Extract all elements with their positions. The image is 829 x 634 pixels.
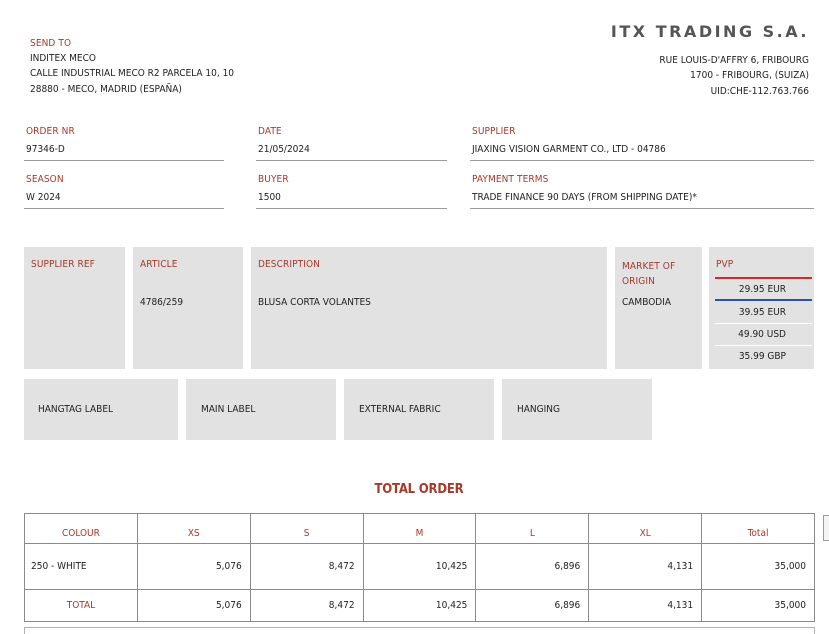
pvp-label: PVP (716, 259, 734, 270)
supplier-value: JIAXING VISION GARMENT CO., LTD - 04786 (472, 144, 666, 155)
total-row-xl: 4,131 (589, 590, 702, 622)
order-nr-label: ORDER NR (26, 126, 75, 137)
header-xs: XS (137, 514, 250, 544)
header-total: Total (702, 514, 815, 544)
date-underline (256, 160, 447, 161)
order-nr-underline (24, 160, 224, 161)
date-value: 21/05/2024 (258, 144, 310, 155)
hanging-text: HANGING (517, 404, 560, 415)
article-label: ARTICLE (140, 259, 178, 270)
season-value: W 2024 (26, 192, 61, 203)
hangtag-label-box (24, 379, 178, 440)
article-box (133, 247, 243, 369)
season-label: SEASON (26, 174, 64, 185)
main-label-text: MAIN LABEL (201, 404, 256, 415)
buyer-label: BUYER (258, 174, 289, 185)
send-to-line3: 28880 - MECO, MADRID (ESPAÑA) (30, 84, 182, 95)
supplier-ref-box (24, 247, 125, 369)
next-section-border (24, 627, 815, 634)
pvp-price-3: 49.90 USD (738, 329, 786, 340)
pvp-red-line (715, 277, 812, 279)
supplier-label: SUPPLIER (472, 126, 516, 137)
description-value: BLUSA CORTA VOLANTES (258, 297, 371, 308)
send-to-label: SEND TO (30, 38, 72, 49)
buyer-underline (256, 208, 447, 209)
table-header-row (25, 514, 815, 544)
total-row-xs: 5,076 (137, 590, 250, 622)
row-s: 8,472 (250, 544, 363, 590)
season-underline (24, 208, 224, 209)
supplier-ref-label: SUPPLIER REF (31, 259, 95, 270)
article-value: 4786/259 (140, 297, 184, 308)
row-l: 6,896 (476, 544, 589, 590)
payment-terms-label: PAYMENT TERMS (472, 174, 549, 185)
payment-terms-value: TRADE FINANCE 90 DAYS (FROM SHIPPING DATE)* (472, 192, 697, 203)
pvp-divider-2 (715, 345, 812, 346)
payment-terms-underline (470, 208, 814, 209)
market-box (615, 247, 702, 369)
order-nr-value: 97346-D (26, 144, 65, 155)
header-m: M (363, 514, 476, 544)
company-uid: UID:CHE-112.763.766 (710, 86, 809, 97)
description-box (251, 247, 607, 369)
send-to-line2: CALLE INDUSTRIAL MECO R2 PARCELA 10, 10 (30, 68, 235, 79)
table-row (25, 544, 815, 590)
row-m: 10,425 (363, 544, 476, 590)
row-xl: 4,131 (589, 544, 702, 590)
main-label-box (186, 379, 336, 440)
date-label: DATE (258, 126, 282, 137)
total-order-table (24, 513, 815, 622)
total-row-l: 6,896 (476, 590, 589, 622)
row-xs: 5,076 (137, 544, 250, 590)
scroll-handle[interactable] (823, 515, 829, 541)
company-name: ITX TRADING S.A. (610, 22, 809, 41)
pvp-box (709, 247, 814, 369)
supplier-underline (470, 160, 814, 161)
external-fabric-text: EXTERNAL FABRIC (359, 404, 441, 415)
total-row-total: 35,000 (702, 590, 815, 622)
pvp-price-1: 29.95 EUR (738, 284, 786, 295)
total-row-m: 10,425 (363, 590, 476, 622)
market-label: MARKET OF ORIGIN (622, 261, 676, 287)
send-to-line1: INDITEX MECO (30, 53, 96, 64)
header-colour: COLOUR (25, 514, 138, 544)
company-address-2: 1700 - FRIBOURG, (SUIZA) (690, 70, 809, 81)
header-l: L (476, 514, 589, 544)
hanging-box (502, 379, 652, 440)
pvp-divider-1 (715, 323, 812, 324)
pvp-price-4: 35.99 GBP (738, 351, 786, 362)
company-address-1: RUE LOUIS-D'AFFRY 6, FRIBOURG (659, 55, 809, 66)
external-fabric-box (344, 379, 494, 440)
total-row-label: TOTAL (25, 590, 138, 622)
pvp-price-2: 39.95 EUR (738, 307, 786, 318)
pvp-blue-line (715, 299, 812, 301)
row-total: 35,000 (702, 544, 815, 590)
description-label: DESCRIPTION (258, 259, 320, 270)
row-colour: 250 - WHITE (25, 544, 138, 590)
table-total-row (25, 590, 815, 622)
market-value: CAMBODIA (622, 297, 672, 308)
hangtag-label-text: HANGTAG LABEL (38, 404, 114, 415)
buyer-value: 1500 (258, 192, 281, 203)
header-xl: XL (589, 514, 702, 544)
total-row-s: 8,472 (250, 590, 363, 622)
total-order-title: TOTAL ORDER (374, 482, 464, 497)
header-s: S (250, 514, 363, 544)
